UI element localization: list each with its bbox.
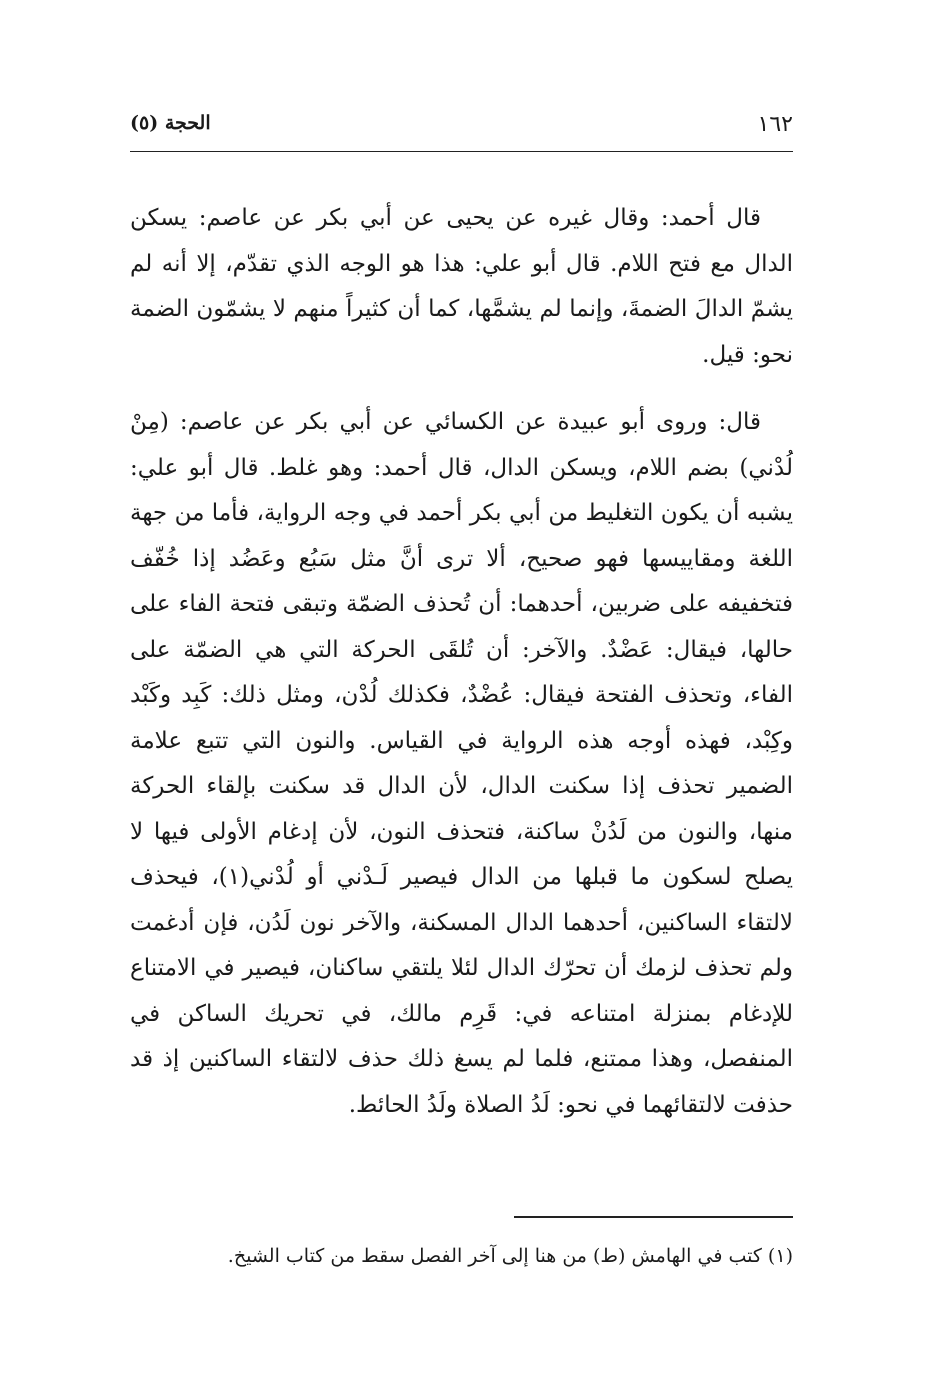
main-text xyxy=(130,196,793,1128)
paragraph: قال أحمد: وقال غيره عن يحيى عن أبي بكر عن عاصم: يسكن الدال مع فتح اللام. قال أبو علي: هذا هو الوجه الذي تقدّم، إلا أنه لم يشمّ الدالَ الضمةَ، وإنما لم يشمَّها، كما أن كثيراً منهم لا يشمّون الضمة نحو: قيل. xyxy=(130,205,793,368)
footnote: (١) كتب في الهامش (ط) من هنا إلى آخر الفصل سقط من كتاب الشيخ. xyxy=(227,1245,793,1267)
running-title: الحجة (٥) xyxy=(130,112,211,134)
page-header xyxy=(130,112,793,152)
header-divider xyxy=(130,151,793,152)
page-number: ١٦٢ xyxy=(757,112,793,137)
paragraph: قال: وروى أبو عبيدة عن الكسائي عن أبي بكر عن عاصم: (مِنْ لُدْني) بضم اللام، ويسكن الدال، قال أحمد: وهو غلط. قال أبو علي: يشبه أن يكون التغليط من أبي بكر أحمد في وجه الرواية، فأما من جهة اللغة ومقاييسها فهو صحيح، ألا ترى أنَّ مثل سَبُع وعَضُد إذا خُفّف فتخفيفه على ضربين، أحدهما: أن تُحذف الضمّة وتبقى فتحة الفاء على حالها، فيقال: عَضْدٌ. والآخر: أن تُلقَى الحركة التي هي الضمّة على الفاء، وتحذف الفتحة فيقال: عُضْدٌ، فكذلك لُدْن، ومثل ذلك: كَبِد وكَبْد وكِبْد، فهذه أوجه هذه الرواية في القياس. والنون التي تتبع علامة الضمير تحذف إذا سكنت الدال، لأن الدال قد سكنت بإلقاء الحركة منها، والنون من لَدُنْ ساكنة، فتحذف النون، لأن إدغام الأولى فيها لا يصلح لسكون ما قبلها من الدال فيصير لَـدْني أو لُدْني(١)، فيحذف لالتقاء الساكنين، أحدهما الدال المسكنة، والآخر نون لَدُن، فإن أدغمت ولم تحذف لزمك أن تحرّك الدال لئلا يلتقي ساكنان، فيصير في الامتناع للإدغام بمنزلة امتناعه في: قَرِم مالك، في تحريك الساكن في المنفصل، وهذا ممتنع، فلما لم يسغ ذلك حذف لالتقاء الساكنين إذ قد حذفت لالتقائهما في نحو: لَدُ الصلاة ولَدُ الحائط. xyxy=(130,409,793,1118)
footnote-divider xyxy=(514,1216,793,1218)
